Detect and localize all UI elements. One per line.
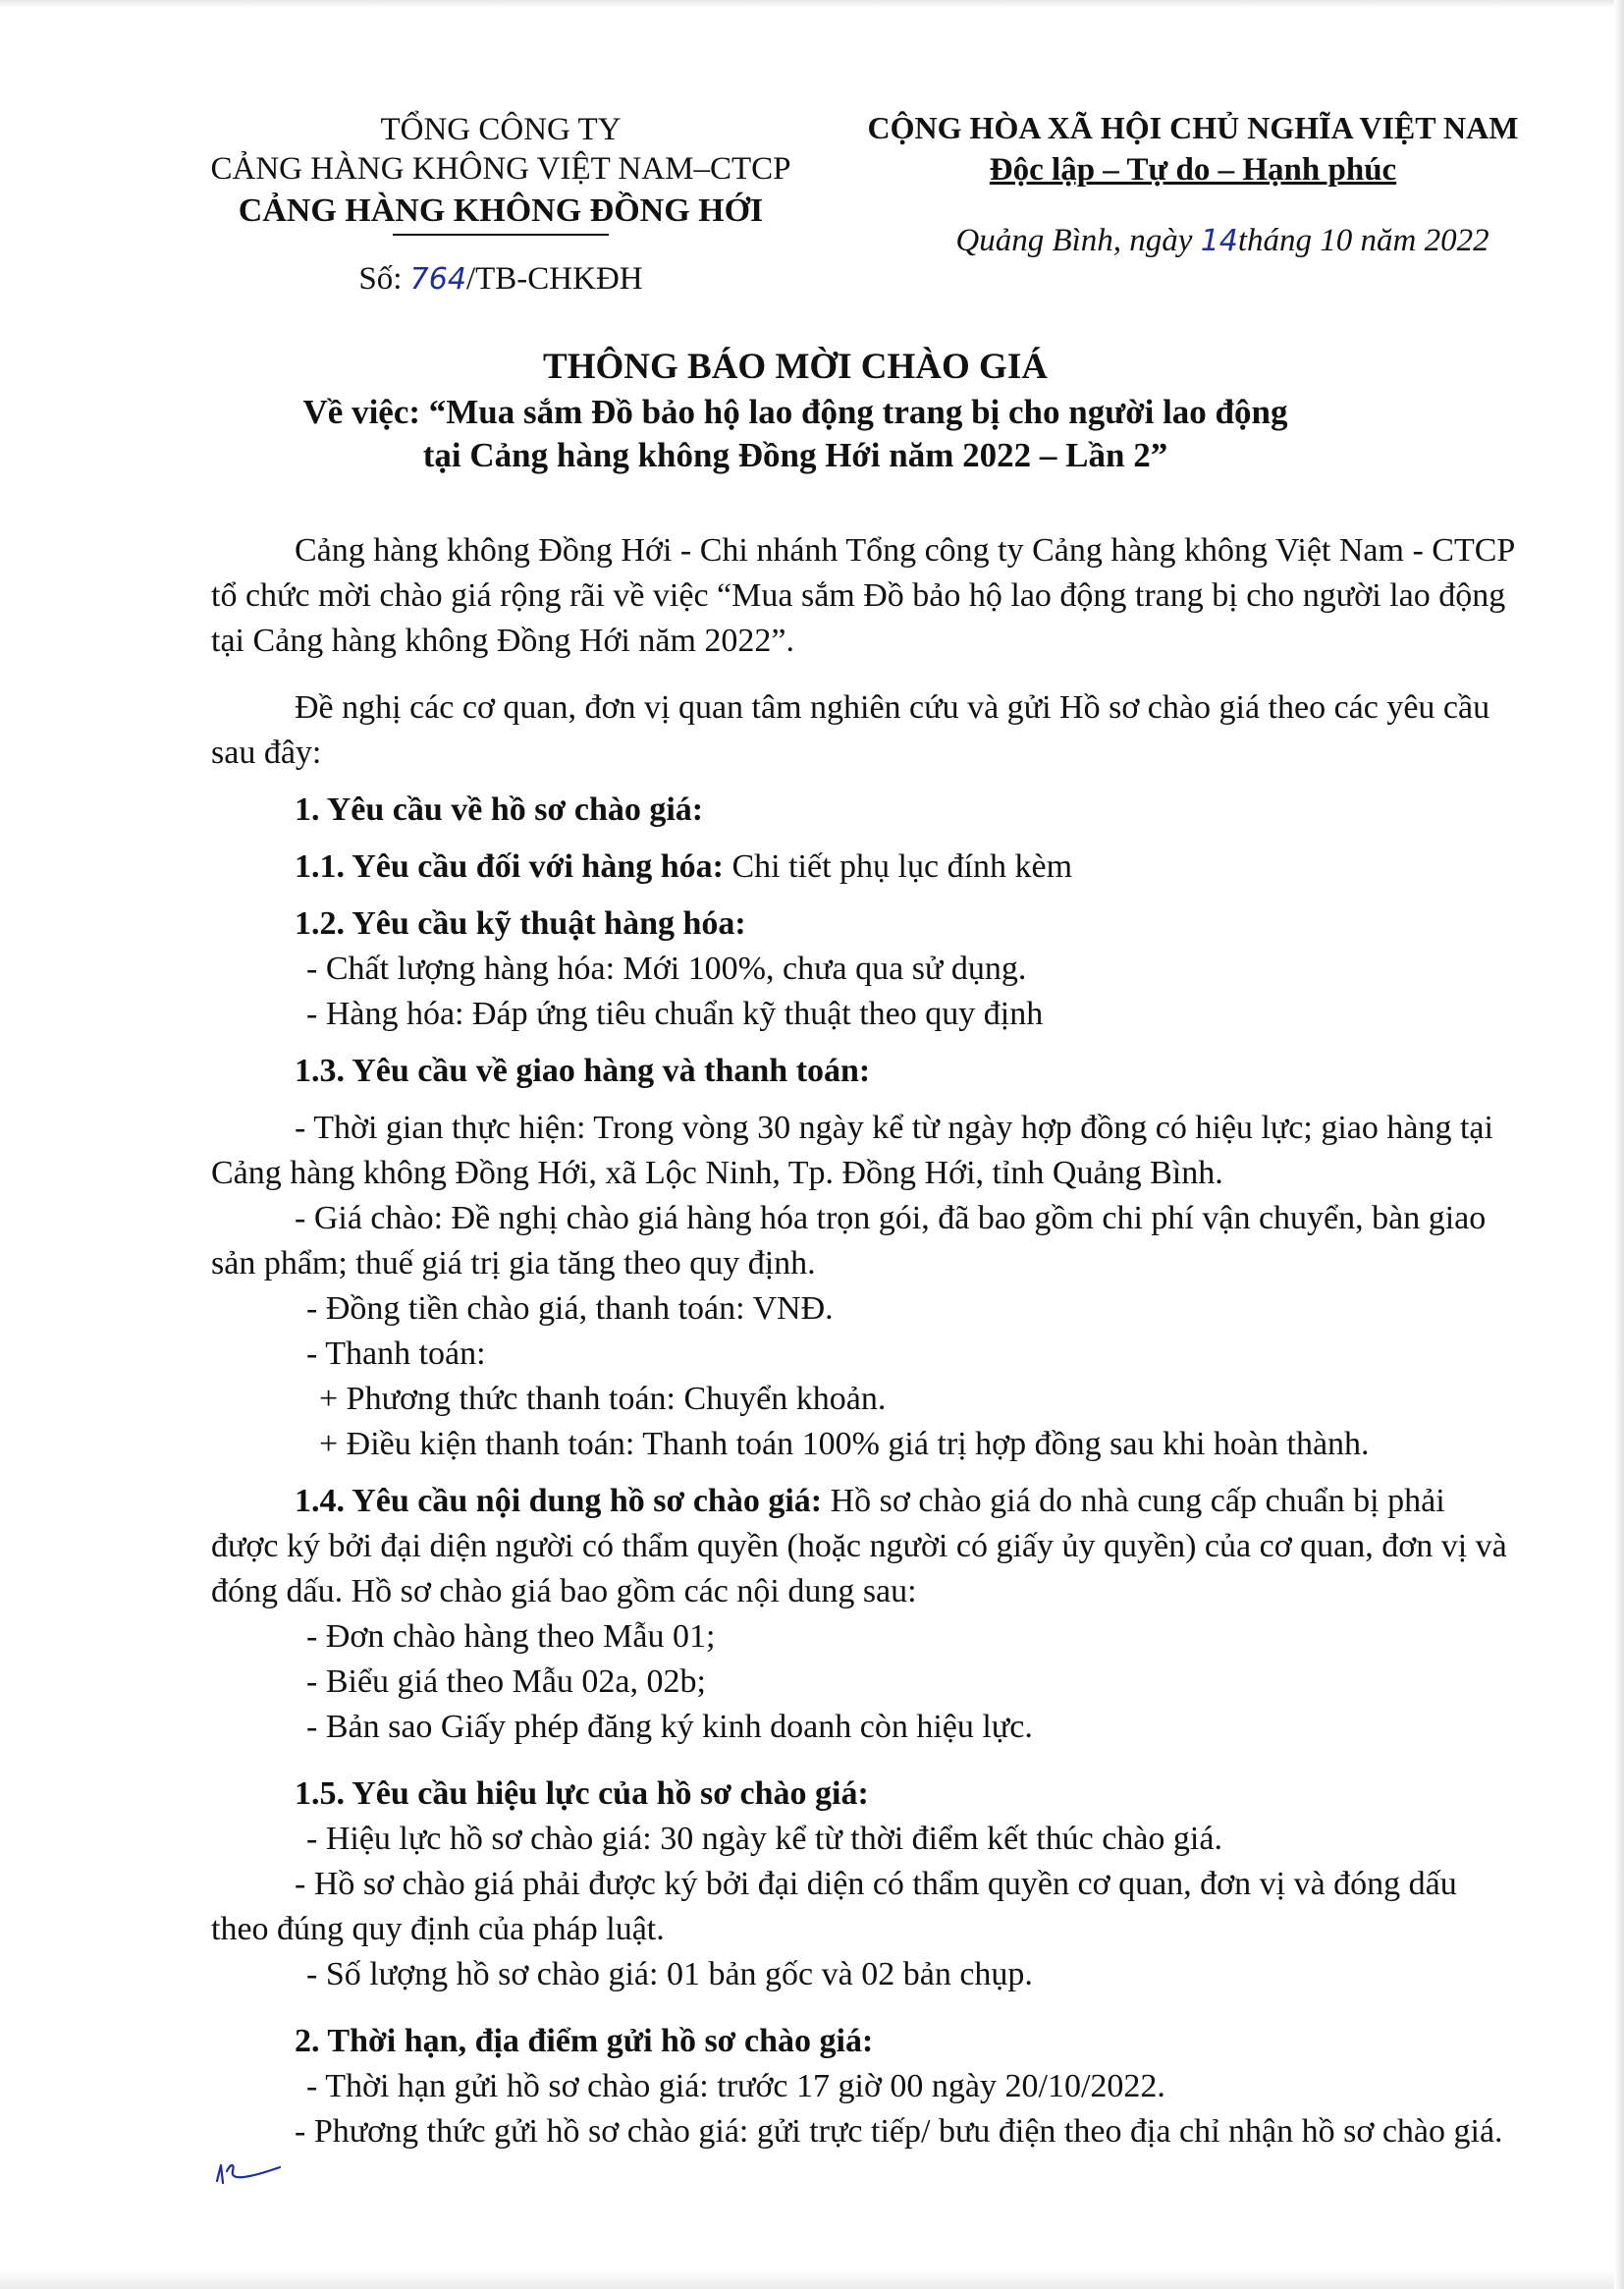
national-header <box>790 106 1596 262</box>
date-suffix: tháng 10 năm 2022 <box>1237 223 1489 258</box>
date-prefix: Quảng Bình, ngày <box>955 223 1201 258</box>
issuer-name: CẢNG HÀNG KHÔNG ĐỒNG HỚI <box>238 192 764 229</box>
section-1-3-paragraph: - Thanh toán: <box>306 1335 486 1372</box>
intro-paragraph-2: Đề nghị các cơ quan, đơn vị quan tâm nghiên cứu và gửi Hồ sơ chào giá theo các yêu cầu sau đây: <box>211 689 1490 771</box>
scan-edge <box>0 2270 1624 2289</box>
nation-name: CỘNG HÒA XÃ HỘI CHỦ NGHĨA VIỆT NAM <box>867 110 1519 145</box>
issuer-line-1: TỔNG CÔNG TY <box>380 112 622 147</box>
section-1-3-paragraph: - Thời gian thực hiện: Trong vòng 30 ngày kể từ ngày hợp đồng có hiệu lực; giao hàng tại Cảng hàng không Đồng Hới, xã Lộc Ninh, Tp. Đồng Hới, tỉnh Quảng Bình. <box>211 1110 1493 1191</box>
section-1-5-paragraph: - Hiệu lực hồ sơ chào giá: 30 ngày kể từ thời điểm kết thúc chào giá. <box>306 1821 1222 1857</box>
section-1-2-item: - Chất lượng hàng hóa: Mới 100%, chưa qua sử dụng. <box>306 951 1027 987</box>
document-number-prefix: Số: <box>358 261 410 297</box>
issuer-line-2: CẢNG HÀNG KHÔNG VIỆT NAM–CTCP <box>210 151 791 187</box>
issuer-underline <box>393 234 609 236</box>
section-1-2-item: - Hàng hóa: Đáp ứng tiêu chuẩn kỹ thuật theo quy định <box>306 996 1044 1032</box>
section-1-4-item: - Biểu giá theo Mẫu 02a, 02b; <box>306 1663 706 1700</box>
document-title-block <box>98 344 1492 477</box>
section-1-1-heading: 1.1. Yêu cầu đối với hàng hóa: <box>295 848 724 885</box>
section-1-4-text: Hồ sơ chào giá do nhà cung cấp chuẩn bị phải được ký bởi đại diện người có thẩm quyền (hoặc người có giấy ủy quyền) của cơ quan, đơn vị và đóng dấu. Hồ sơ chào giá bao gồm các nội dung sau: <box>211 1483 1507 1609</box>
section-1-3-paragraph: + Điều kiện thanh toán: Thanh toán 100% giá trị hợp đồng sau khi hoàn thành. <box>319 1426 1370 1462</box>
section-1-3-heading: 1.3. Yêu cầu về giao hàng và thanh toán: <box>295 1053 871 1089</box>
section-1-3-paragraph: - Giá chào: Đề nghị chào giá hàng hóa trọn gói, đã bao gồm chi phí vận chuyển, bàn giao sản phẩm; thuế giá trị gia tăng theo quy định. <box>211 1200 1487 1281</box>
document-subject-line-2: tại Cảng hàng không Đồng Hới năm 2022 – Lần 2” <box>422 436 1168 474</box>
document-title: THÔNG BÁO MỜI CHÀO GIÁ <box>543 347 1048 387</box>
intro-paragraph-1: Cảng hàng không Đồng Hới - Chi nhánh Tổng công ty Cảng hàng không Việt Nam - CTCP tổ chức mời chào giá rộng rãi về việc “Mua sắm Đồ bảo hộ lao động trang bị cho người lao động tại Cảng hàng không Đồng Hới năm 2022”. <box>211 532 1515 659</box>
section-1-1 <box>295 845 1517 890</box>
scan-edge <box>1614 0 1624 2289</box>
section-1-5-paragraph: - Hồ sơ chào giá phải được ký bởi đại diện có thẩm quyền cơ quan, đơn vị và đóng dấu theo đúng quy định của pháp luật. <box>211 1866 1457 1947</box>
date-day-handwritten: 14 <box>1200 224 1238 258</box>
section-1-3-paragraph: + Phương thức thanh toán: Chuyển khoản. <box>319 1381 887 1417</box>
section-1-4-heading: 1.4. Yêu cầu nội dung hồ sơ chào giá: <box>295 1483 823 1519</box>
section-1-5-paragraph: - Số lượng hồ sơ chào giá: 01 bản gốc và 02 bản chụp. <box>306 1956 1033 1992</box>
section-1-1-text: Chi tiết phụ lục đính kèm <box>723 848 1073 885</box>
issuer-header <box>147 110 854 300</box>
section-2-paragraph-text: - Phương thức gửi hồ sơ chào giá: gửi trực tiếp/ bưu điện theo địa chỉ nhận hồ sơ chào giá. <box>295 2113 1503 2150</box>
handwritten-initials-icon <box>211 2157 290 2187</box>
document-number-suffix: /TB-CHKĐH <box>465 261 643 297</box>
national-motto: Độc lập – Tự do – Hạnh phúc <box>989 152 1397 188</box>
section-1-5-heading: 1.5. Yêu cầu hiệu lực của hồ sơ chào giá: <box>295 1775 869 1812</box>
section-1-2-heading: 1.2. Yêu cầu kỹ thuật hàng hóa: <box>295 905 746 942</box>
document-date <box>849 220 1596 262</box>
section-1-4-item: - Đơn chào hàng theo Mẫu 01; <box>306 1618 716 1655</box>
document-number <box>147 259 854 300</box>
scan-edge <box>0 0 1624 8</box>
section-1-heading: 1. Yêu cầu về hồ sơ chào giá: <box>295 791 704 828</box>
section-2-paragraph <box>211 2109 1517 2200</box>
document-number-handwritten: 764 <box>409 262 466 297</box>
document-subject-line-1: Về việc: “Mua sắm Đồ bảo hộ lao động trang bị cho người lao động <box>302 393 1288 431</box>
section-1-3-paragraph: - Đồng tiền chào giá, thanh toán: VNĐ. <box>306 1290 834 1327</box>
document-body <box>211 528 1517 2200</box>
section-2-paragraph: - Thời hạn gửi hồ sơ chào giá: trước 17 giờ 00 ngày 20/10/2022. <box>306 2068 1165 2104</box>
section-1-4-item: - Bản sao Giấy phép đăng ký kinh doanh còn hiệu lực. <box>306 1709 1033 1745</box>
section-2-heading: 2. Thời hạn, địa điểm gửi hồ sơ chào giá: <box>295 2023 874 2059</box>
section-1-4 <box>211 1479 1517 1614</box>
